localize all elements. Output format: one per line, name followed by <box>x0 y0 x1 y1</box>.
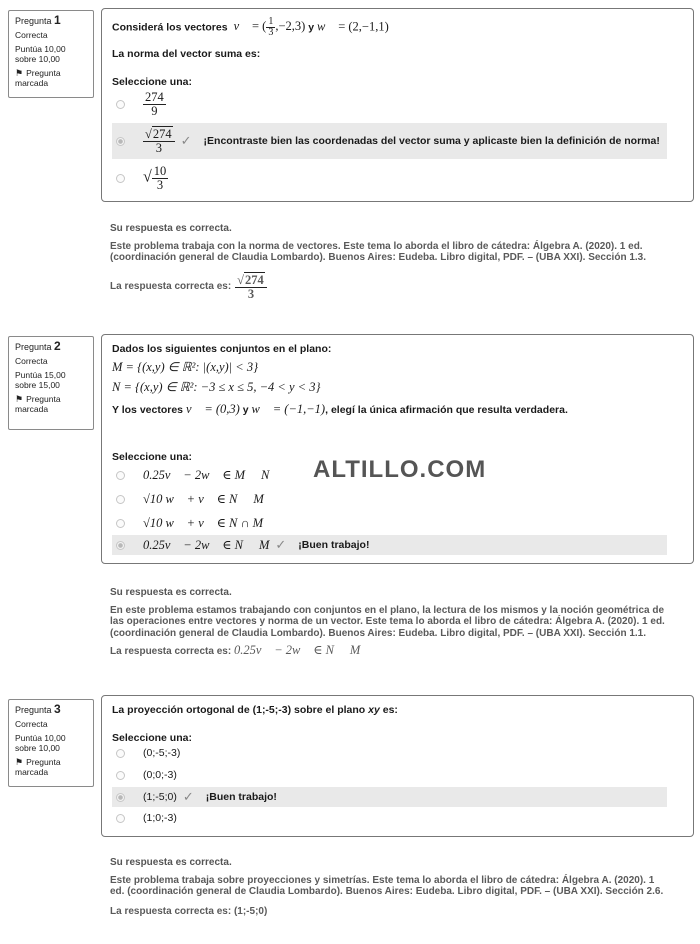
right-answer: La respuesta correcta es: 0.25v⃗ − 2w⃗ ∈ N ∖ M <box>110 643 361 657</box>
question-number: 2 <box>54 339 61 353</box>
check-icon: ✓ <box>275 537 287 552</box>
general-feedback: Este problema trabaja sobre proyecciones y simetrías. Este tema lo aborda el libro de cátedra: Álgebra A. (2020). 1 ed. (coordinación general de Claudia Lombardo). Buenos Aires: Eudeba. Libro digital, PDF. – (UBA XXI). Sección 2.6. <box>110 874 664 897</box>
option-feedback: ¡Buen trabajo! <box>205 791 277 803</box>
select-one-label: Seleccione una: <box>112 76 192 88</box>
vector-v: v⃗ = ( $\frac{1}{3}$ ,−2,3) <box>233 16 306 38</box>
question-1-info <box>8 10 94 98</box>
option-fraction: $\frac{√274}{3}$ <box>143 128 175 155</box>
general-feedback: Este problema trabaja con la norma de vectores. Este tema lo aborda el libro de cátedra: Álgebra A. (2020). 1 ed. (coordinación general de Claudia Lombardo). Buenos Aires: Eudeba. Libro digital, PDF. – (UBA XXI). Sección 1.3. <box>110 240 647 263</box>
question-label: Pregunta <box>15 705 52 715</box>
select-one-label: Seleccione una: <box>112 732 192 744</box>
question-3-box <box>101 695 694 837</box>
radio-icon[interactable] <box>116 793 125 802</box>
question-2-feedback <box>110 587 670 658</box>
option-sqrt: √ $\frac{10}{3}$ <box>143 163 167 192</box>
answer-option-4[interactable]: (1;0;-3) <box>112 809 667 827</box>
radio-icon[interactable] <box>116 519 125 528</box>
question-2-prompt: Dados los siguientes conjuntos en el plano: <box>112 343 332 355</box>
flag-label: Pregunta marcada <box>15 757 61 777</box>
answer-option-2[interactable]: (0;0;-3) <box>112 766 667 784</box>
answer-option-1[interactable]: (0;-5;-3) <box>112 744 667 762</box>
radio-icon[interactable] <box>116 749 125 758</box>
answer-option-1[interactable] <box>112 91 667 117</box>
result-text: Su respuesta es correcta. <box>110 223 232 234</box>
question-label: Pregunta <box>15 342 52 352</box>
answer-option-1[interactable]: 0.25v⃗ − 2w⃗ ∈ M ∖ N <box>112 465 667 485</box>
select-one-label: Seleccione una: <box>112 451 192 463</box>
question-state: Correcta <box>15 719 48 729</box>
flag-question-link[interactable] <box>15 757 87 777</box>
question-3-info <box>8 699 94 787</box>
radio-icon[interactable] <box>116 771 125 780</box>
option-feedback: ¡Encontraste bien las coordenadas del vector suma y aplicaste bien la definición de norma! <box>203 135 660 147</box>
question-1-prompt: Considerá los vectores v⃗ = ( $\frac{1}{3}$ ,−2,3) y w⃗ = (2,−1,1) <box>112 16 389 38</box>
question-2-vectors: Y los vectores v⃗ = (0,3) y w⃗ = (−1,−1), elegí la única afirmación que resulta verdadera. <box>112 402 568 416</box>
question-state: Correcta <box>15 30 48 40</box>
set-m: M = {(x,y) ∈ ℝ²: |(x,y)| < 3} <box>112 360 259 374</box>
right-answer: La respuesta correcta es: $\frac{√274}{3}$ <box>110 274 670 301</box>
answer-option-3[interactable] <box>112 161 667 195</box>
option-fraction: $\frac{274}{9}$ <box>145 89 164 118</box>
radio-icon[interactable] <box>116 495 125 504</box>
flag-label: Pregunta marcada <box>15 68 61 88</box>
question-score: Puntúa 10,00 sobre 10,00 <box>15 44 66 64</box>
flag-question-link[interactable] <box>15 68 87 88</box>
question-1-subprompt: La norma del vector suma es: <box>112 48 261 60</box>
radio-icon[interactable] <box>116 100 125 109</box>
answer-option-2[interactable] <box>112 123 667 159</box>
question-1-box <box>101 8 694 202</box>
watermark: ALTILLO.COM <box>313 456 487 483</box>
general-feedback: En este problema estamos trabajando con conjuntos en el plano, la lectura de los mismos y la noción geométrica de las operaciones entre vectores y norma de un vector. Este tema lo aborda el libro de cátedra: Álgebra A. (2020). 1 ed. (coordinación general de Claudia Lombardo). Buenos Aires: Eudeba. Libro digital, PDF. – (UBA XXI). Sección 1.1. <box>110 604 665 639</box>
flag-icon: ⚑ <box>15 68 24 78</box>
question-1-feedback <box>110 223 670 301</box>
radio-icon[interactable] <box>116 174 125 183</box>
question-2-box <box>101 334 694 564</box>
radio-icon[interactable] <box>116 471 125 480</box>
flag-label: Pregunta marcada <box>15 394 61 414</box>
radio-icon[interactable] <box>116 541 125 550</box>
answer-option-3[interactable]: (1;-5;0) ✓ ¡Buen trabajo! <box>112 787 667 807</box>
result-text: Su respuesta es correcta. <box>110 587 232 598</box>
flag-icon: ⚑ <box>15 394 24 404</box>
question-3-prompt: La proyección ortogonal de (1;-5;-3) sobre el plano xy es: <box>112 704 398 716</box>
flag-question-link[interactable] <box>15 394 87 414</box>
set-n: N = {(x,y) ∈ ℝ²: −3 ≤ x ≤ 5, −4 < y < 3} <box>112 380 321 394</box>
result-text: Su respuesta es correcta. <box>110 857 232 868</box>
check-icon: ✓ <box>182 789 194 804</box>
radio-icon[interactable] <box>116 814 125 823</box>
vector-w: w⃗ = (2,−1,1) <box>317 19 389 34</box>
question-number: 3 <box>54 702 61 716</box>
question-score: Puntúa 15,00 sobre 15,00 <box>15 370 66 390</box>
flag-icon: ⚑ <box>15 757 24 767</box>
check-icon: ✓ <box>180 133 192 148</box>
question-2-info <box>8 336 94 430</box>
question-state: Correcta <box>15 356 48 366</box>
answer-option-3[interactable]: √10 w⃗ + v⃗ ∈ N ∩ M <box>112 512 667 534</box>
question-label: Pregunta <box>15 16 52 26</box>
right-answer: La respuesta correcta es: (1;-5;0) <box>110 905 268 917</box>
answer-option-4[interactable]: 0.25v⃗ − 2w⃗ ∈ N ∖ M ✓ ¡Buen trabajo! <box>112 535 667 555</box>
radio-icon[interactable] <box>116 137 125 146</box>
question-3-feedback <box>110 857 670 917</box>
option-feedback: ¡Buen trabajo! <box>298 539 370 551</box>
question-score: Puntúa 10,00 sobre 10,00 <box>15 733 66 753</box>
answer-option-2[interactable]: √10 w⃗ + v⃗ ∈ N ∖ M <box>112 488 667 510</box>
question-number: 1 <box>54 13 61 27</box>
